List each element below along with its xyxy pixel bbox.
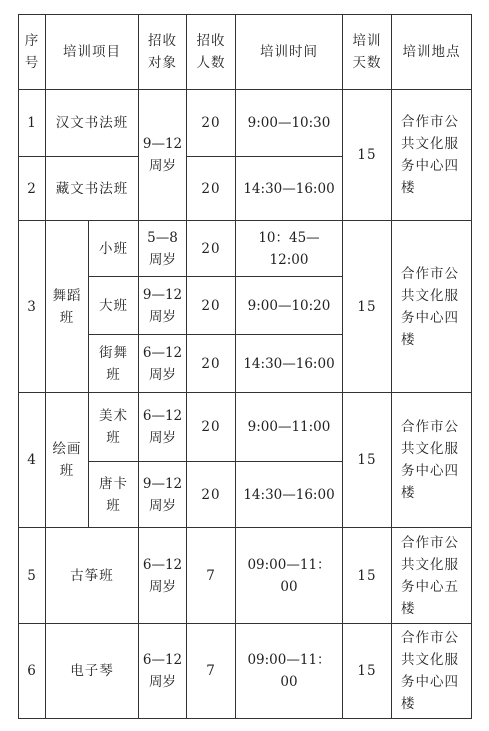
row-target: 9—12 周岁 (139, 90, 187, 221)
header-count: 招收 人数 (187, 15, 236, 90)
row-project: 电子琴 (46, 624, 139, 719)
header-row (19, 15, 472, 90)
row-sub: 街舞 班 (89, 335, 139, 393)
row-group: 舞蹈 班 (46, 221, 89, 393)
header-project: 培训项目 (46, 15, 139, 90)
row-target: 6—12 周岁 (139, 528, 187, 624)
row-no: 2 (19, 157, 46, 221)
row-count: 20 (187, 157, 236, 221)
row-no: 1 (19, 90, 46, 157)
row-target: 6—12 周岁 (139, 393, 187, 462)
row-days: 15 (343, 528, 392, 624)
training-schedule-table (18, 14, 472, 719)
row-target: 9—12 周岁 (139, 277, 187, 335)
row-count: 20 (187, 277, 236, 335)
row-place: 合作市公 共文化服 务中心四 楼 (392, 221, 472, 393)
header-days: 培训 天数 (343, 15, 392, 90)
row-sub: 唐卡 班 (89, 462, 139, 528)
row-no: 4 (19, 393, 46, 528)
row-target: 5—8 周岁 (139, 221, 187, 277)
header-no: 序 号 (19, 15, 46, 90)
row-count: 20 (187, 393, 236, 462)
row-days: 15 (343, 90, 392, 221)
row-time: 09:00—11：00 (236, 624, 343, 719)
row-time: 9:00—11:00 (236, 393, 343, 462)
row-no: 3 (19, 221, 46, 393)
header-time: 培训时间 (236, 15, 343, 90)
row-time: 14:30—16:00 (236, 335, 343, 393)
row-sub: 美术 班 (89, 393, 139, 462)
row-time: 09:00—11：00 (236, 528, 343, 624)
row-project: 藏文书法班 (46, 157, 139, 221)
row-group: 绘画 班 (46, 393, 89, 528)
table-row (19, 90, 472, 157)
header-place: 培训地点 (392, 15, 472, 90)
row-no: 5 (19, 528, 46, 624)
row-count: 20 (187, 221, 236, 277)
row-days: 15 (343, 393, 392, 528)
row-time: 9:00—10:30 (236, 90, 343, 157)
row-no: 6 (19, 624, 46, 719)
header-target: 招收 对象 (139, 15, 187, 90)
row-time: 10：45—12:00 (236, 221, 343, 277)
row-place: 合作市公 共文化服 务中心四 楼 (392, 90, 472, 221)
row-days: 15 (343, 624, 392, 719)
row-project: 汉文书法班 (46, 90, 139, 157)
row-sub: 小班 (89, 221, 139, 277)
row-count: 7 (187, 528, 236, 624)
row-count: 20 (187, 335, 236, 393)
row-place: 合作市公 共文化服 务中心五 楼 (392, 528, 472, 624)
row-days: 15 (343, 221, 392, 393)
row-place: 合作市公 共文化服 务中心四 楼 (392, 624, 472, 719)
row-target: 6—12 周岁 (139, 335, 187, 393)
row-count: 20 (187, 462, 236, 528)
row-target: 6—12 周岁 (139, 624, 187, 719)
row-project: 古筝班 (46, 528, 139, 624)
table-row (19, 528, 472, 624)
row-time: 14:30—16:00 (236, 462, 343, 528)
table-row (19, 393, 472, 462)
row-time: 14:30—16:00 (236, 157, 343, 221)
row-count: 7 (187, 624, 236, 719)
table-row (19, 624, 472, 719)
row-count: 20 (187, 90, 236, 157)
row-time: 9:00—10:20 (236, 277, 343, 335)
row-sub: 大班 (89, 277, 139, 335)
row-place: 合作市公 共文化服 务中心四 楼 (392, 393, 472, 528)
row-target: 9—12 周岁 (139, 462, 187, 528)
table-row (19, 221, 472, 277)
